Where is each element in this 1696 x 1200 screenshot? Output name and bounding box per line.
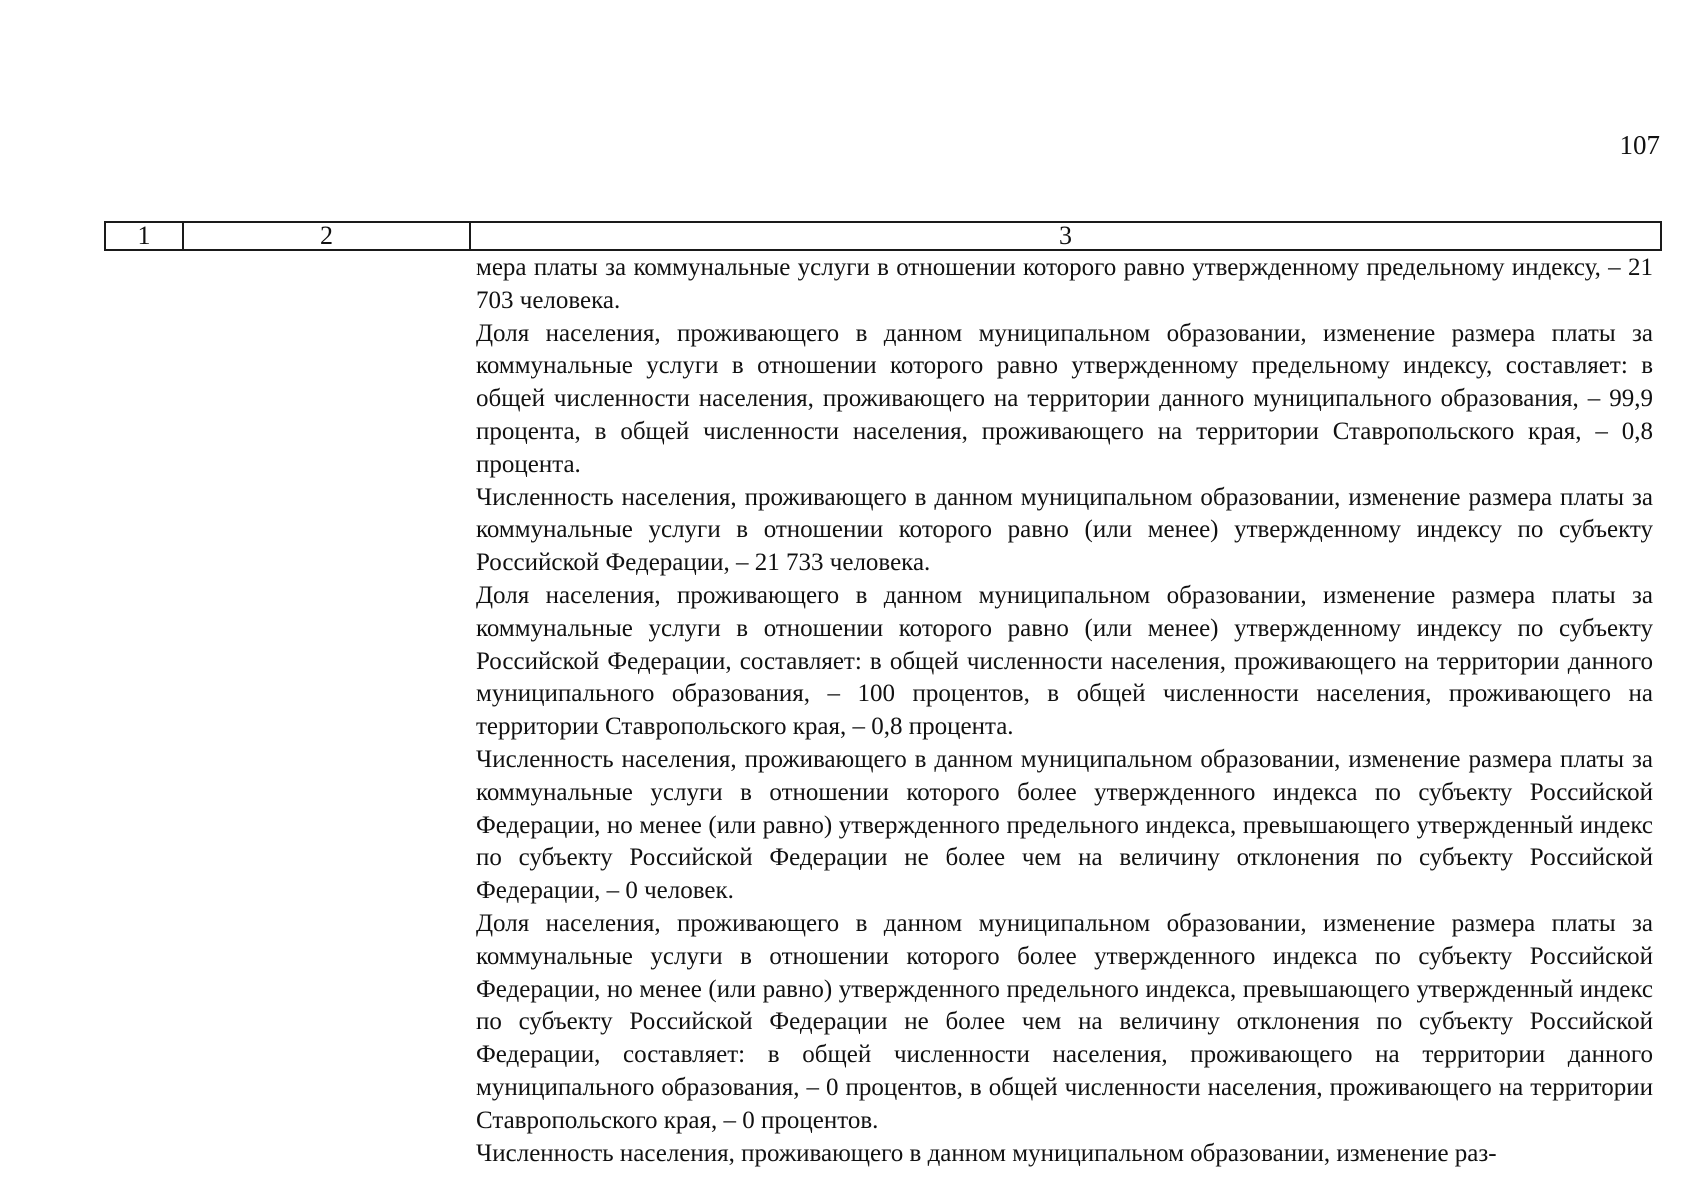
column-3-text [476, 252, 1653, 1170]
page-number: 107 [1619, 130, 1660, 160]
paragraph: Доля населения, проживающего в данном муниципальном образовании, изменение размера платы за коммунальные услуги в отношении которого равно утвержденному предельному индексу, составляет: в общей численности населения, проживающего на территории данного муниципального образования, – 99,9 процента, в общей численности населения, проживающего на территории Ставропольского края, – 0,8 процента. [476, 319, 1653, 478]
paragraph: Доля населения, проживающего в данном муниципальном образовании, изменение размера платы за коммунальные услуги в отношении которого более утвержденного индекса по субъекту Российской Федерации, но менее (или равно) утвержденного предельного индекса, превышающего утвержденный индекс по субъекту Российской Федерации не более чем на величину отклонения по субъекту Российской Федерации, составляет: в общей численности населения, проживающего на территории данного муниципального образования, – 0 процентов, в общей численности населения, проживающего на территории Ставропольского края, – 0 процентов. [476, 909, 1653, 1134]
column-header-1: 1 [105, 222, 183, 250]
column-header-table [104, 221, 1662, 251]
paragraph: Численность населения, проживающего в данном муниципальном образовании, изменение размера платы за коммунальные услуги в отношении которого равно (или менее) утвержденному индексу по субъекту Российской Федерации, – 21 733 человека. [476, 483, 1653, 577]
paragraph: мера платы за коммунальные услуги в отношении которого равно утвержденному предельному индексу, – 21 703 человека. [476, 254, 1653, 314]
column-header-3: 3 [470, 222, 1661, 250]
paragraph: Численность населения, проживающего в данном муниципальном образовании, изменение размера платы за коммунальные услуги в отношении которого более утвержденного индекса по субъекту Российской Федерации, но менее (или равно) утвержденного предельного индекса, превышающего утвержденный индекс по субъекту Российской Федерации не более чем на величину отклонения по субъекту Российской Федерации, – 0 человек. [476, 745, 1653, 905]
column-header-2: 2 [183, 222, 470, 250]
paragraph: Численность населения, проживающего в данном муниципальном образовании, изменение раз- [476, 1139, 1497, 1167]
column-header-row [105, 222, 1661, 250]
paragraph: Доля населения, проживающего в данном муниципальном образовании, изменение размера платы за коммунальные услуги в отношении которого равно (или менее) утвержденному индексу по субъекту Российской Федерации, составляет: в общей численности населения, проживающего на территории данного муниципального образования, – 100 процентов, в общей численности населения, проживающего на территории Ставропольского края, – 0,8 процента. [476, 581, 1653, 741]
